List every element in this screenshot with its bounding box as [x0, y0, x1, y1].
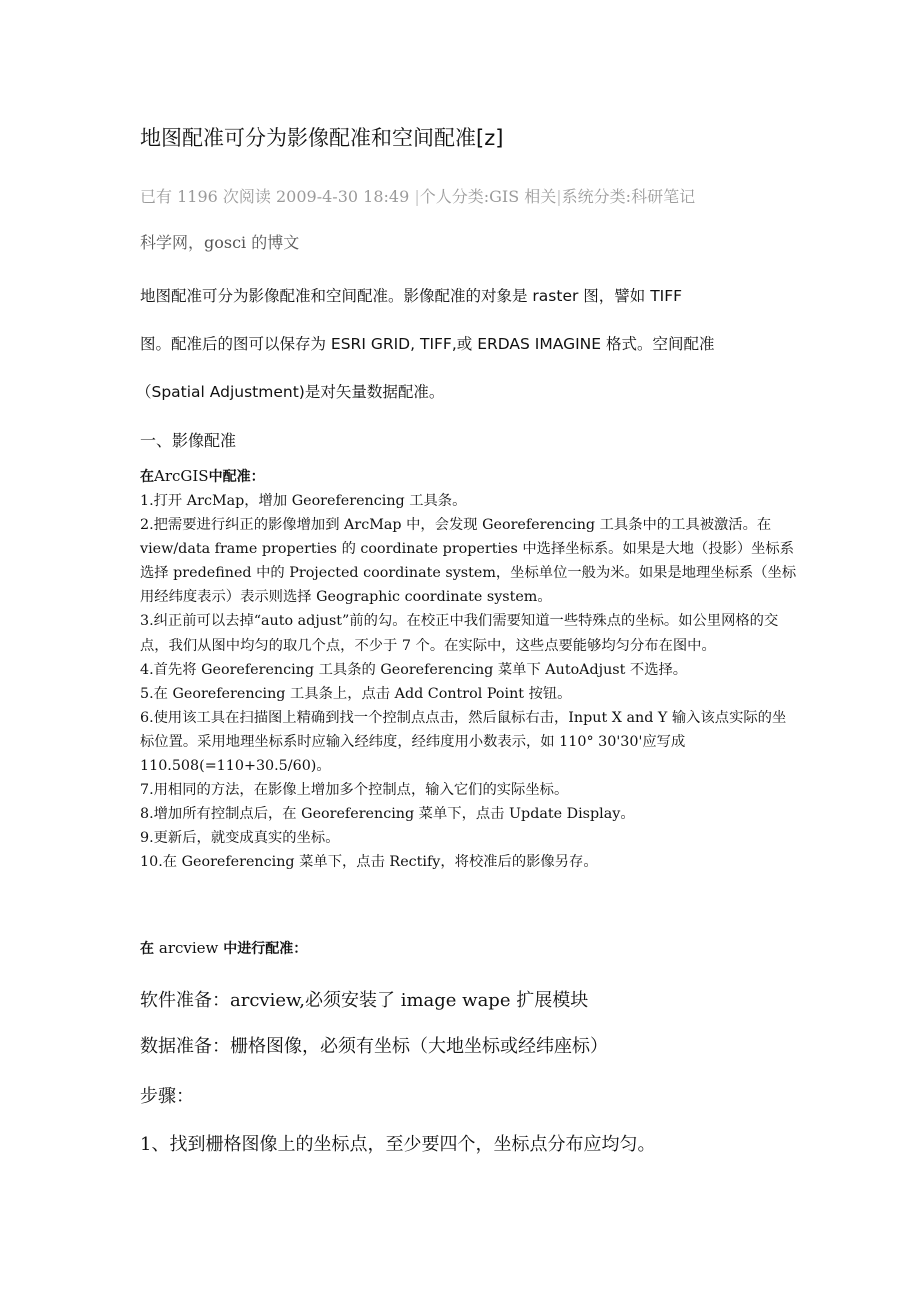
list-item: 7.用相同的方法，在影像上增加多个控制点，输入它们的实际坐标。 — [140, 782, 569, 799]
list-item: 1.打开 ArcMap，增加 Georeferencing 工具条。 — [140, 493, 467, 509]
steps-label: 步骤： — [140, 1086, 194, 1107]
intro-line-3: （Spatial Adjustment)是对矢量数据配准。 — [136, 383, 445, 401]
software-prep: 软件准备：arcview,必须安装了 image wape 扩展模块 — [140, 990, 589, 1011]
arcgis-subheading: 在ArcGIS中配准： — [140, 467, 265, 485]
arcgis-steps-list — [140, 489, 800, 875]
list-item: 9.更新后，就变成真实的坐标。 — [140, 830, 340, 847]
article-title: 地图配准可分为影像配准和空间配准[z] — [140, 126, 504, 150]
meta-divider: | — [414, 187, 420, 206]
article-meta — [140, 184, 695, 207]
system-category[interactable]: 系统分类:科研笔记 — [561, 187, 696, 206]
arcview-subheading: 在 arcview 中进行配准： — [140, 939, 308, 957]
article-source: 科学网，gosci 的博文 — [140, 233, 300, 252]
meta-divider: | — [556, 187, 562, 206]
list-item: 6.使用该工具在扫描图上精确到找一个控制点点击，然后鼠标右击，Input X and Y 输入该点实际的坐标位置。采用地理坐标系时应输入经纬度，经纬度用小数表示，如 110° 30'30'应写成 110.508(=110+30.5/60)。 — [140, 709, 787, 775]
step-one: 1、找到栅格图像上的坐标点，至少要四个，坐标点分布应均匀。 — [140, 1134, 656, 1155]
intro-line-2: 图。配准后的图可以保存为 ESRI GRID, TIFF,或 ERDAS IMAGINE 格式。空间配准 — [140, 335, 715, 353]
section-heading-image-registration: 一、影像配准 — [140, 431, 237, 450]
list-item: 8.增加所有控制点后，在 Georeferencing 菜单下，点击 Update Display。 — [140, 806, 635, 823]
data-prep: 数据准备：栅格图像，必须有坐标（大地坐标或经纬座标） — [140, 1036, 608, 1057]
list-item: 4.首先将 Georeferencing 工具条的 Georeferencing 菜单下 AutoAdjust 不选择。 — [140, 661, 688, 678]
list-item: 5.在 Georeferencing 工具条上，点击 Add Control Point 按钮。 — [140, 685, 572, 702]
personal-category[interactable]: 个人分类:GIS 相关 — [419, 187, 557, 206]
intro-line-1: 地图配准可分为影像配准和空间配准。影像配准的对象是 raster 图，譬如 TIFF — [140, 287, 683, 305]
read-count-and-date: 已有 1196 次阅读 2009-4-30 18:49 — [140, 187, 410, 206]
list-item: 3.纠正前可以去掉“auto adjust”前的勾。在校正中我们需要知道一些特殊点的坐标。如公里网格的交点，我们从图中均匀的取几个点，不少于 7 个。在实际中，这些点要能够均匀分布在图中。 — [140, 613, 779, 654]
list-item: 2.把需要进行纠正的影像增加到 ArcMap 中，会发现 Georeferencing 工具条中的工具被激活。在 view/data frame properties 的 coordinate properties 中选择坐标系。如果是大地（投影）坐标系选择 predefined 中的 Projected coordinate system，坐标单位一般为米。如果是地理坐标系（坐标用经纬度表示）表示则选择 Geographic coordinate system。 — [140, 517, 797, 606]
list-item: 10.在 Georeferencing 菜单下，点击 Rectify，将校准后的影像另存。 — [140, 854, 598, 871]
